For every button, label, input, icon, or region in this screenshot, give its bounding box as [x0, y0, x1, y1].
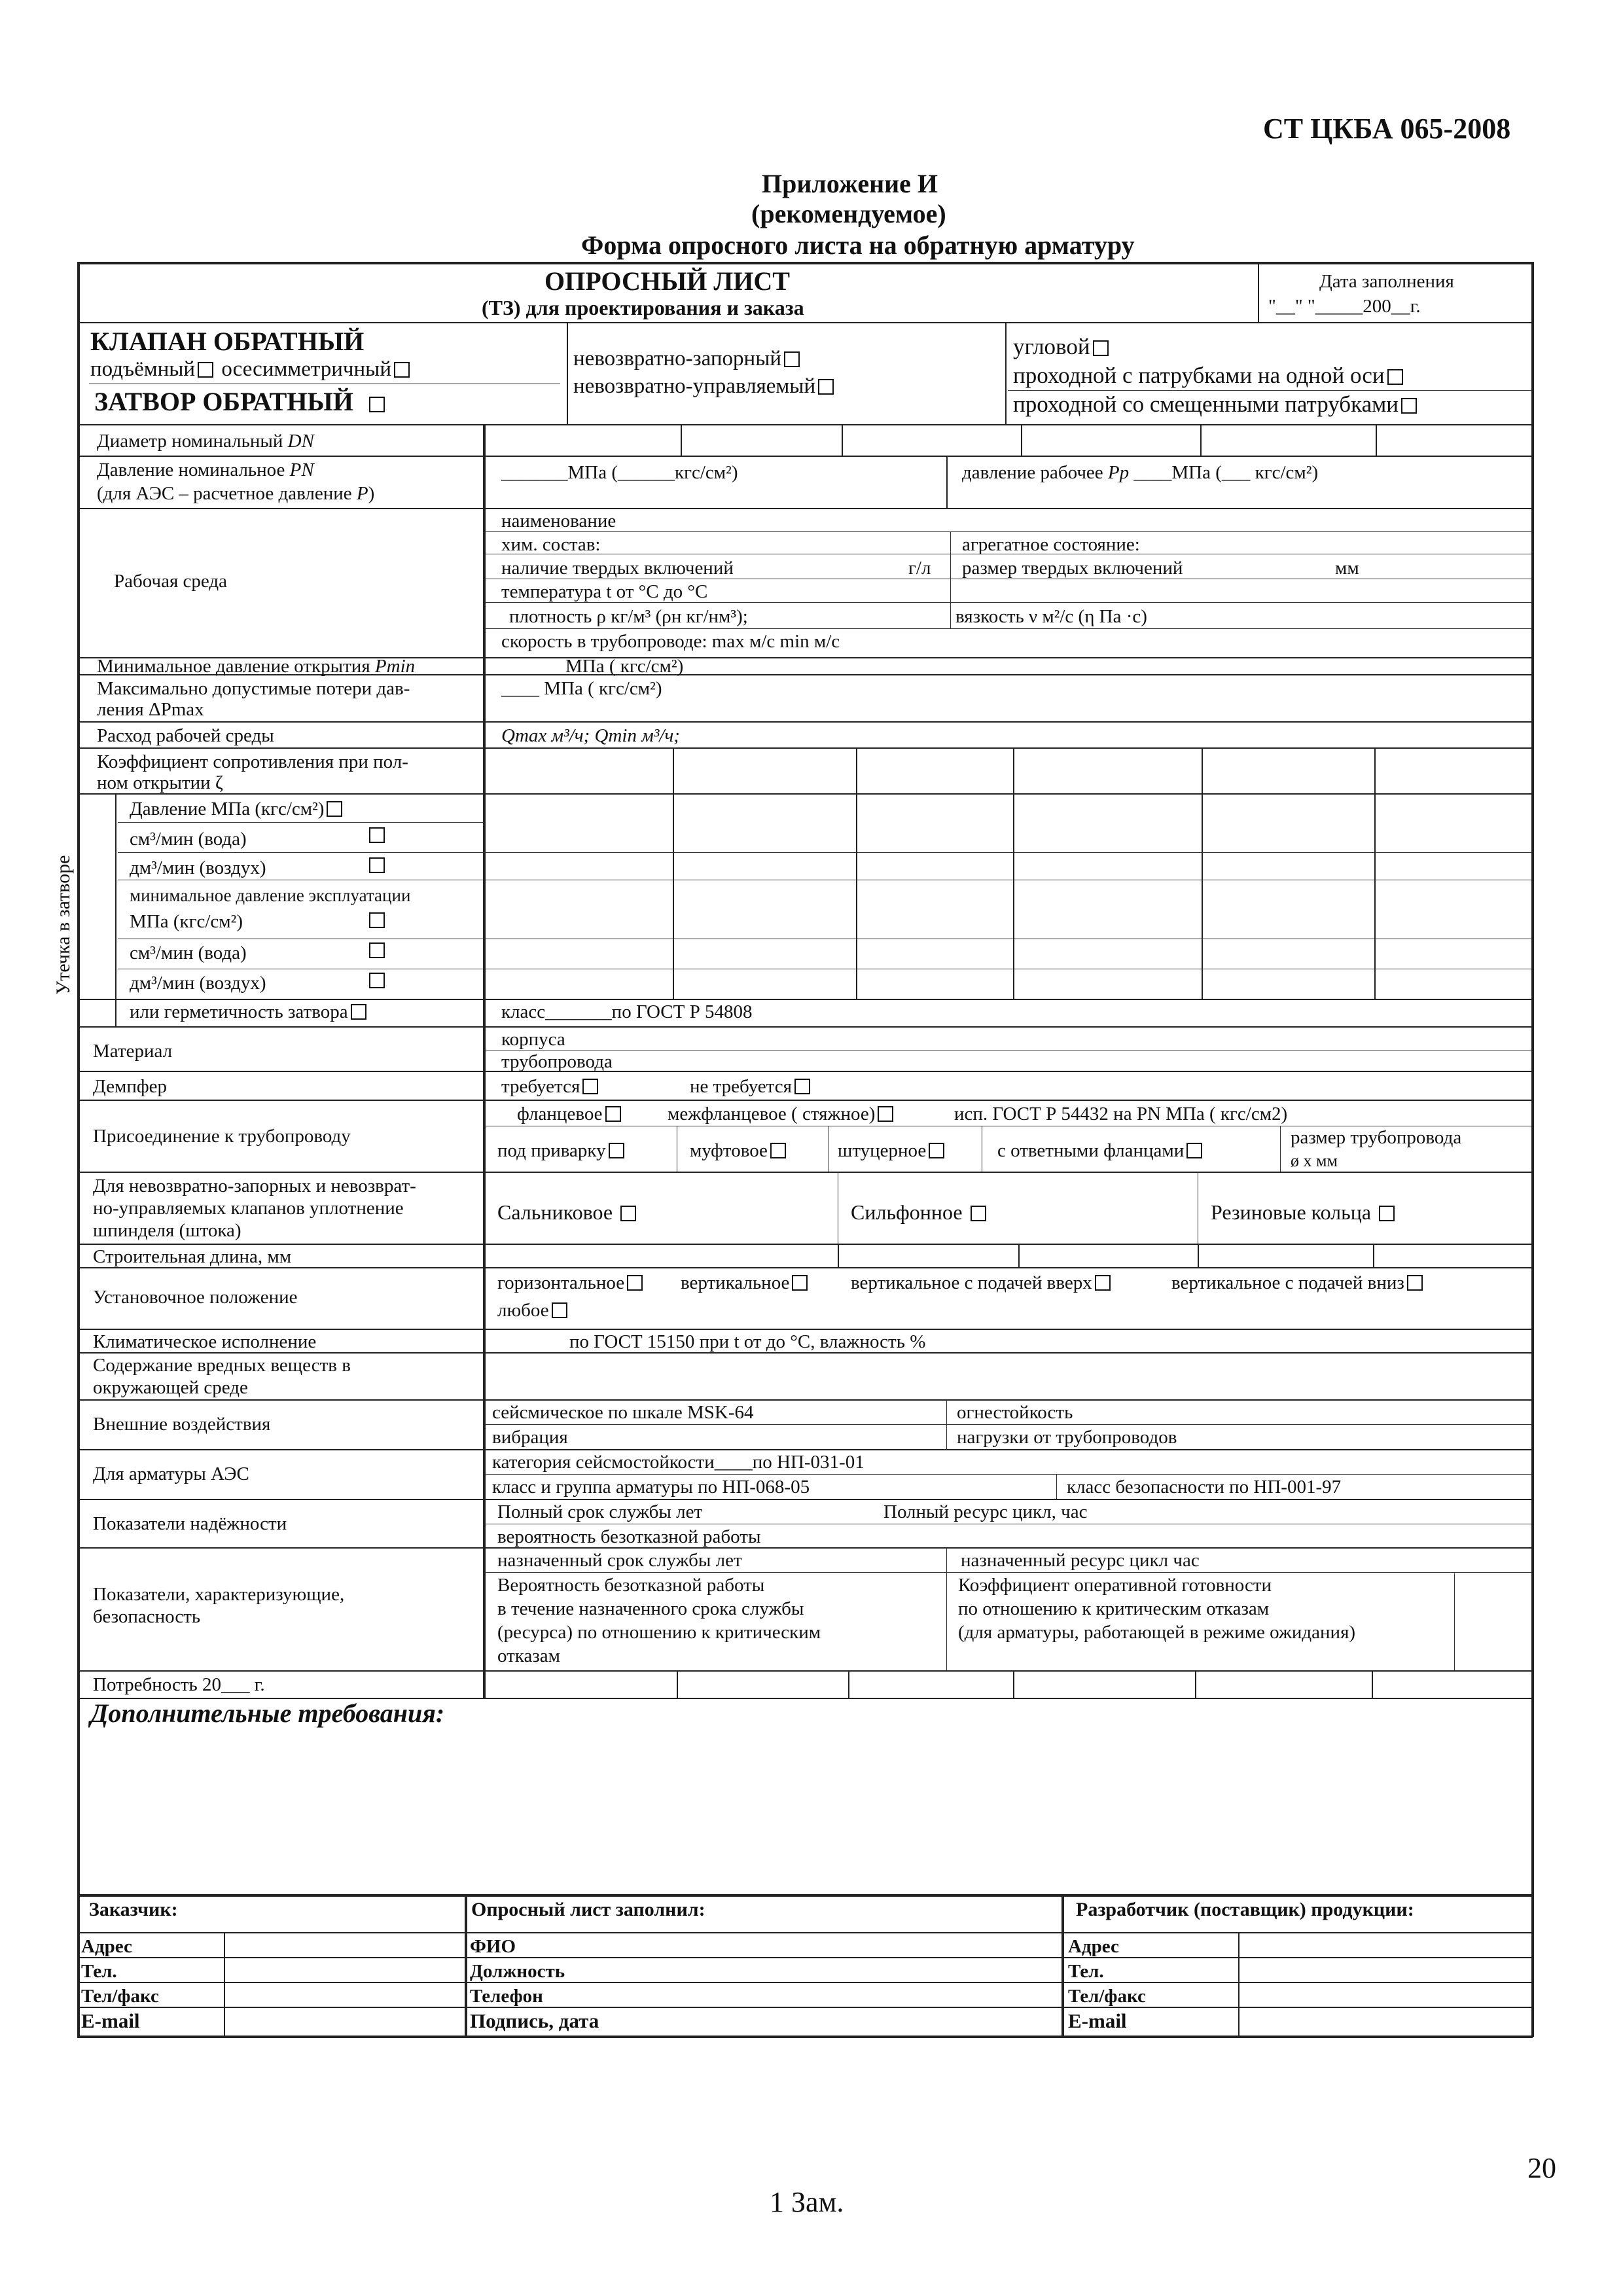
seismic-field[interactable]: сейсмическое по шкале MSK-64 — [492, 1402, 754, 1423]
checkbox[interactable] — [582, 1079, 598, 1094]
length-label: Строительная длина, мм — [93, 1246, 292, 1267]
connection-label: Присоединение к трубопроводу — [93, 1126, 351, 1147]
checkbox[interactable] — [609, 1143, 624, 1158]
solids-field[interactable]: наличие твердых включений — [501, 558, 734, 579]
pipe-size-field[interactable]: ø x мм — [1291, 1151, 1338, 1170]
pn-label: Давление номинальное PN — [97, 459, 314, 480]
additional-requirements-area[interactable] — [81, 1734, 1527, 1889]
developer-fax-label: Тел/факс — [1068, 1986, 1146, 2007]
readiness-coef-3: (для арматуры, работающей в режиме ожидания) — [958, 1622, 1356, 1643]
checkbox[interactable] — [369, 827, 385, 843]
external-label: Внешние воздействия — [93, 1414, 271, 1435]
safety-label-1: Показатели, характеризующие, — [93, 1584, 345, 1605]
leak-side-label: Утечка в затворе — [52, 855, 74, 995]
filler-phone-label: Телефон — [470, 1986, 543, 2007]
safety-prob-3: (ресурса) по отношению к критическим — [497, 1622, 821, 1643]
reliability-probability-field[interactable]: вероятность безотказной работы — [497, 1526, 761, 1547]
flow-field[interactable]: Qmax м³/ч; Qmin м³/ч; — [501, 725, 680, 746]
safety-prob-2: в течение назначенного срока службы — [497, 1598, 804, 1619]
checkbox[interactable] — [394, 362, 410, 378]
pmin-field[interactable]: МПа ( кгс/см²) — [565, 656, 684, 677]
climate-label: Климатическое исполнение — [93, 1331, 317, 1352]
checkbox[interactable] — [1093, 340, 1109, 356]
leak-air2-label: дм³/мин (воздух) — [130, 973, 266, 994]
checkbox[interactable] — [971, 1206, 986, 1221]
page-number: 20 — [1527, 2152, 1556, 2184]
seal-label-1: Для невозвратно-запорных и невозврат- — [93, 1175, 416, 1196]
checkbox[interactable] — [784, 351, 800, 367]
counter-flange-option[interactable]: с ответными фланцами — [997, 1139, 1205, 1162]
safety-prob-4: отказам — [497, 1645, 560, 1666]
damper-label: Демпфер — [93, 1076, 168, 1097]
filler-name-label: ФИО — [470, 1936, 516, 1957]
checkbox[interactable] — [198, 362, 213, 378]
nonreturn-ctrl-option[interactable]: невозвратно-управляемый — [573, 374, 836, 398]
flange-option[interactable]: фланцевое — [517, 1102, 624, 1126]
form-title: Форма опросного листа на обратную арматуру — [581, 230, 1135, 260]
developer-email-label: E-mail — [1068, 2009, 1127, 2032]
damper-yes-option[interactable]: требуется — [501, 1075, 601, 1098]
harmful-label-2: окружающей среде — [93, 1377, 248, 1398]
climate-field[interactable]: по ГОСТ 15150 при t от до °С, влажность % — [569, 1331, 926, 1352]
nipple-option[interactable]: штуцерное — [838, 1139, 947, 1162]
pipe-load-field[interactable]: нагрузки от трубопроводов — [957, 1427, 1177, 1448]
pn-value-field[interactable]: _______МПа (______кгс/см²) — [501, 462, 738, 483]
horizontal-option[interactable]: горизонтальное — [497, 1271, 645, 1295]
any-position-option[interactable]: любое — [497, 1299, 570, 1322]
checkbox[interactable] — [878, 1106, 893, 1122]
leak-minp-label: минимальное давление эксплуатации — [130, 886, 411, 905]
checkbox[interactable] — [351, 1004, 366, 1020]
checkbox[interactable] — [605, 1106, 621, 1122]
checkbox[interactable] — [369, 973, 385, 988]
frame-bottom — [77, 2036, 1533, 2038]
zeta-label-2: ном открытии ζ — [97, 772, 223, 793]
straight-axis-option[interactable]: проходной с патрубками на одной оси — [1013, 364, 1406, 387]
leak-pressure-option[interactable]: Давление МПа (кгс/см²) — [130, 797, 345, 821]
medium-aggregate-field[interactable]: агрегатное состояние: — [962, 534, 1140, 555]
nps-label: Для арматуры АЭС — [93, 1463, 249, 1484]
valve-class-field[interactable]: класс и группа арматуры по НП-068-05 — [492, 1477, 810, 1498]
developer-tel-label: Тел. — [1068, 1961, 1104, 1982]
bellows-seal-option[interactable]: Сильфонное — [851, 1200, 989, 1224]
connection-standard-field[interactable]: исп. ГОСТ Р 54432 на PN МПа ( кгс/см2) — [954, 1103, 1288, 1124]
assigned-life-field[interactable]: назначенный срок службы лет — [497, 1550, 742, 1571]
readiness-coef-2: по отношению к критическим отказам — [958, 1598, 1270, 1619]
appendix-note: (рекомендуемое) — [751, 199, 946, 228]
checkbox[interactable] — [620, 1206, 636, 1221]
service-life-field[interactable]: Полный срок службы лет — [497, 1501, 703, 1522]
appendix-title: Приложение И — [762, 169, 938, 198]
leak-water-label: см³/мин (вода) — [130, 829, 247, 850]
safety-prob-1: Вероятность безотказной работы — [497, 1575, 765, 1596]
medium-chem-field[interactable]: хим. состав: — [501, 534, 601, 555]
work-pressure-field[interactable]: давление рабочее Pр ____МПа (___ кгс/см²) — [962, 462, 1319, 483]
medium-name-field[interactable]: наименование — [501, 511, 616, 531]
readiness-coef-1: Коэффициент оперативной готовности — [958, 1575, 1272, 1596]
checkbox[interactable] — [818, 379, 834, 395]
leak-water2-label: см³/мин (вода) — [130, 942, 247, 963]
temperature-field[interactable]: температура t от °С до °С — [501, 581, 708, 602]
checkbox[interactable] — [369, 912, 385, 928]
safety-label-2: безопасность — [93, 1606, 201, 1627]
vertical-up-option[interactable]: вертикальное с подачей вверх — [851, 1271, 1113, 1295]
solids-size-field[interactable]: размер твердых включений — [962, 558, 1183, 579]
checkbox[interactable] — [327, 801, 342, 817]
fire-resistance-field[interactable]: огнестойкость — [957, 1402, 1073, 1423]
coupling-option[interactable]: муфтовое — [690, 1139, 789, 1162]
customer-tel-label: Тел. — [81, 1961, 117, 1982]
customer-email-label: E-mail — [81, 2009, 140, 2032]
dn-label: Диаметр номинальный DN — [97, 431, 314, 452]
date-label: Дата заполнения — [1319, 271, 1454, 292]
straight-offset-option[interactable]: проходной со смещенными патрубками — [1013, 393, 1419, 416]
customer-fax-label: Тел/факс — [81, 1986, 159, 2007]
material-label: Материал — [93, 1041, 173, 1062]
customer-address-label: Адрес — [81, 1936, 132, 1957]
checkbox[interactable] — [552, 1302, 567, 1318]
flow-label: Расход рабочей среды — [97, 725, 274, 746]
checkbox[interactable] — [1407, 1275, 1423, 1291]
interflange-option[interactable]: межфланцевое ( стяжное) — [668, 1102, 896, 1126]
pmin-label: Минимальное давление открытия Pmin — [97, 656, 416, 677]
seismic-category-field[interactable]: категория сейсмостойкости____по НП-031-01 — [492, 1452, 865, 1473]
customer-label: Заказчик: — [89, 1899, 178, 1920]
angle-option[interactable]: угловой — [1013, 335, 1111, 359]
checkbox[interactable] — [1095, 1275, 1111, 1291]
density-field[interactable]: плотность ρ кг/м³ (ρн кг/нм³); — [509, 606, 748, 627]
full-resource-field[interactable]: Полный ресурс цикл, час — [883, 1501, 1088, 1522]
medium-label: Рабочая среда — [114, 571, 228, 592]
checkbox[interactable] — [770, 1143, 786, 1158]
seal-label-2: но-управляемых клапанов уплотнение — [93, 1198, 404, 1219]
sheet-subtitle: (ТЗ) для проектирования и заказа — [482, 296, 804, 319]
leak-minp-unit: МПа (кгс/см²) — [130, 911, 243, 932]
filled-by-label: Опросный лист заполнил: — [471, 1899, 705, 1920]
nonreturn-stop-option[interactable]: невозвратно-запорный — [573, 347, 802, 370]
checkbox[interactable] — [792, 1275, 808, 1291]
dp-label-2: ления ΔPmax — [97, 699, 204, 720]
developer-label: Разработчик (поставщик) продукции: — [1076, 1899, 1414, 1920]
weld-option[interactable]: под приварку — [497, 1139, 627, 1162]
pipe-size-label: размер трубопровода — [1291, 1127, 1462, 1148]
frame-right — [1531, 262, 1534, 2037]
filler-position-label: Должность — [470, 1961, 565, 1982]
developer-address-label: Адрес — [1068, 1936, 1119, 1957]
damper-no-option[interactable]: не требуется — [690, 1075, 813, 1098]
filler-signature-label: Подпись, дата — [470, 2009, 599, 2032]
solids-size-unit: мм — [1335, 558, 1359, 579]
tightness-option[interactable]: или герметичность затвора — [130, 1000, 369, 1024]
vertical-down-option[interactable]: вертикальное с подачей вниз — [1171, 1271, 1425, 1295]
additional-requirements-label: Дополнительные требования: — [90, 1698, 445, 1728]
pn-label-nps: (для АЭС – расчетное давление P) — [97, 483, 375, 504]
install-label: Установочное положение — [93, 1287, 298, 1308]
dp-label-1: Максимально допустимые потери дав- — [97, 678, 410, 699]
checkbox[interactable] — [1186, 1143, 1202, 1158]
viscosity-field[interactable]: вязкость ν м²/с (η Па ·с) — [955, 606, 1147, 627]
dp-field[interactable]: ____ МПа ( кгс/см²) — [501, 678, 662, 699]
seal-label-3: шпинделя (штока) — [93, 1220, 241, 1241]
checkbox[interactable] — [1379, 1206, 1395, 1221]
checkbox[interactable] — [1387, 369, 1403, 385]
safety-class-field[interactable]: класс безопасности по НП-001-97 — [1067, 1477, 1342, 1498]
checkbox[interactable] — [627, 1275, 643, 1291]
lift-option[interactable]: подъёмный осесимметричный — [90, 357, 412, 381]
harmful-label-1: Содержание вредных веществ в — [93, 1355, 351, 1376]
zeta-label-1: Коэффициент сопротивления при пол- — [97, 751, 408, 772]
gate-type-option[interactable]: ЗАТВОР ОБРАТНЫЙ — [94, 387, 387, 416]
demand-label: Потребность 20___ г. — [93, 1674, 265, 1695]
checkbox[interactable] — [929, 1143, 944, 1158]
checkbox[interactable] — [1401, 398, 1417, 414]
gland-seal-option[interactable]: Сальниковое — [497, 1200, 639, 1224]
valve-type-label: КЛАПАН ОБРАТНЫЙ — [90, 327, 365, 356]
standard-code: СТ ЦКБА 065-2008 — [1263, 113, 1511, 145]
checkbox[interactable] — [794, 1079, 810, 1094]
checkbox[interactable] — [369, 942, 385, 958]
rubber-rings-option[interactable]: Резиновые кольца — [1211, 1200, 1397, 1224]
material-pipe-field[interactable]: трубопровода — [501, 1051, 613, 1072]
tightness-class-field[interactable]: класс_______по ГОСТ Р 54808 — [501, 1001, 753, 1022]
date-field[interactable]: "__" "_____200__г. — [1268, 296, 1421, 317]
revision-note: 1 Зам. — [770, 2186, 844, 2218]
material-body-field[interactable]: корпуса — [501, 1029, 565, 1050]
sheet-title: ОПРОСНЫЙ ЛИСТ — [544, 266, 790, 296]
solids-unit: г/л — [908, 558, 931, 579]
assigned-resource-field[interactable]: назначенный ресурс цикл час — [961, 1550, 1200, 1571]
leak-air-label: дм³/мин (воздух) — [130, 857, 266, 878]
frame-top — [77, 262, 1533, 264]
reliability-label: Показатели надёжности — [93, 1513, 287, 1534]
checkbox[interactable] — [369, 397, 385, 412]
vertical-option[interactable]: вертикальное — [681, 1271, 810, 1295]
checkbox[interactable] — [369, 857, 385, 873]
frame-left — [77, 262, 80, 2037]
speed-field[interactable]: скорость в трубопроводе: max м/с min м/с — [501, 631, 840, 652]
vibration-field[interactable]: вибрация — [492, 1427, 568, 1448]
